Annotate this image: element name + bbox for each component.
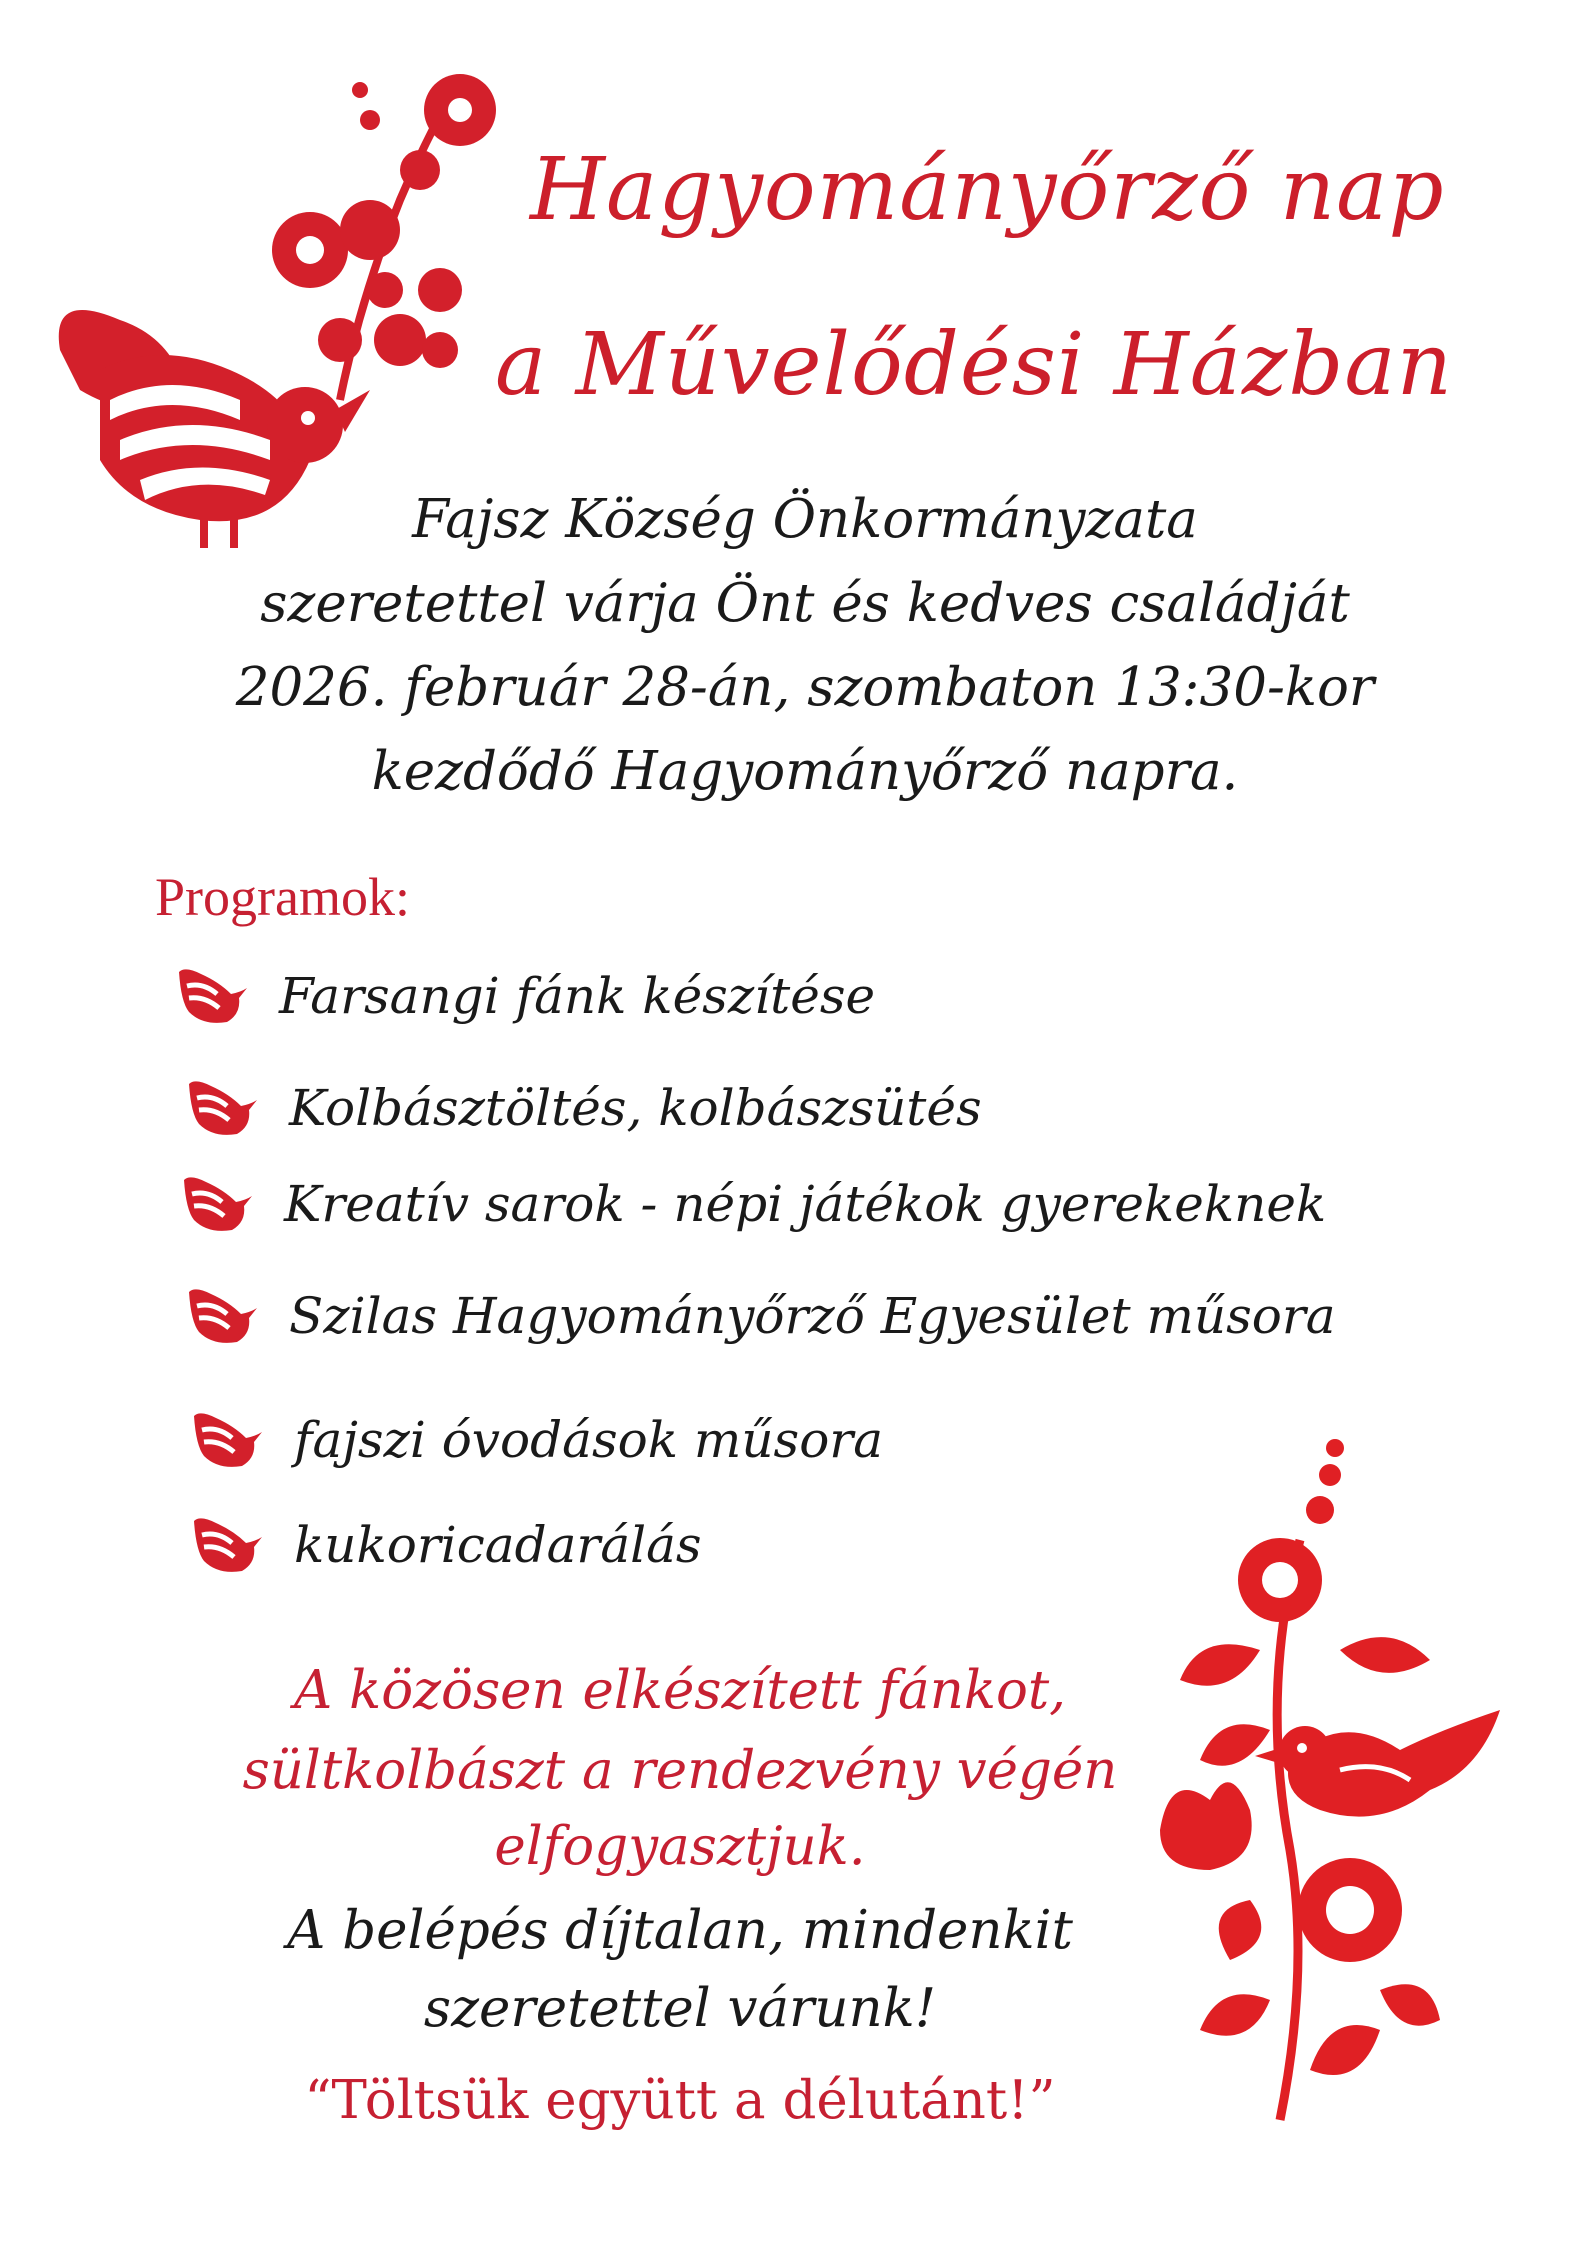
intro-line-4: kezdődő Hagyományőrző napra. xyxy=(371,741,1239,802)
folk-bird-icon xyxy=(185,1076,265,1140)
intro-line-3: 2026. február 28-án, szombaton 13:30-kor xyxy=(235,657,1375,718)
program-label: Kolbásztöltés, kolbászsütés xyxy=(289,1079,982,1137)
folk-bird-icon xyxy=(180,1172,260,1236)
folk-bird-icon xyxy=(190,1408,270,1472)
list-item xyxy=(190,1400,883,1480)
closing-red-line-2: sültkolbászt a rendezvény végén xyxy=(242,1740,1118,1801)
list-item xyxy=(185,1068,982,1148)
programs-heading: Programok: xyxy=(155,867,410,927)
folk-bird-icon xyxy=(185,1284,265,1348)
folk-bird-icon xyxy=(175,964,255,1028)
program-label: fajszi óvodások műsora xyxy=(294,1411,884,1469)
program-label: Kreatív sarok - népi játékok gyerekeknek xyxy=(284,1175,1327,1233)
closing-quote: “Töltsük együtt a délutánt!” xyxy=(304,2070,1056,2131)
page-title-line2: a Művelődési Házban xyxy=(495,315,1454,415)
closing-red-line-3: elfogyasztjuk. xyxy=(494,1816,866,1877)
list-item xyxy=(180,1164,1326,1244)
intro-text xyxy=(120,478,1490,814)
intro-line-2: szeretettel várja Önt és kedves családját xyxy=(260,573,1350,634)
program-label: Szilas Hagyományőrző Egyesület műsora xyxy=(289,1287,1336,1345)
closing-line-5: szeretettel várunk! xyxy=(423,1978,937,2039)
intro-line-1: Fajsz Község Önkormányzata xyxy=(412,489,1198,550)
program-label: kukoricadarálás xyxy=(294,1516,702,1574)
list-item xyxy=(175,956,875,1036)
page-title-line1: Hagyományőrző nap xyxy=(530,140,1445,240)
program-label: Farsangi fánk készítése xyxy=(279,967,876,1025)
closing-line-4: A belépés díjtalan, mindenkit xyxy=(287,1900,1073,1961)
closing-red-line-1: A közösen elkészített fánkot, xyxy=(293,1660,1067,1721)
folk-flower-bird-ornament-icon xyxy=(1140,1430,1520,2130)
folk-bird-icon xyxy=(190,1513,270,1577)
list-item xyxy=(190,1505,702,1585)
list-item xyxy=(185,1276,1336,1356)
